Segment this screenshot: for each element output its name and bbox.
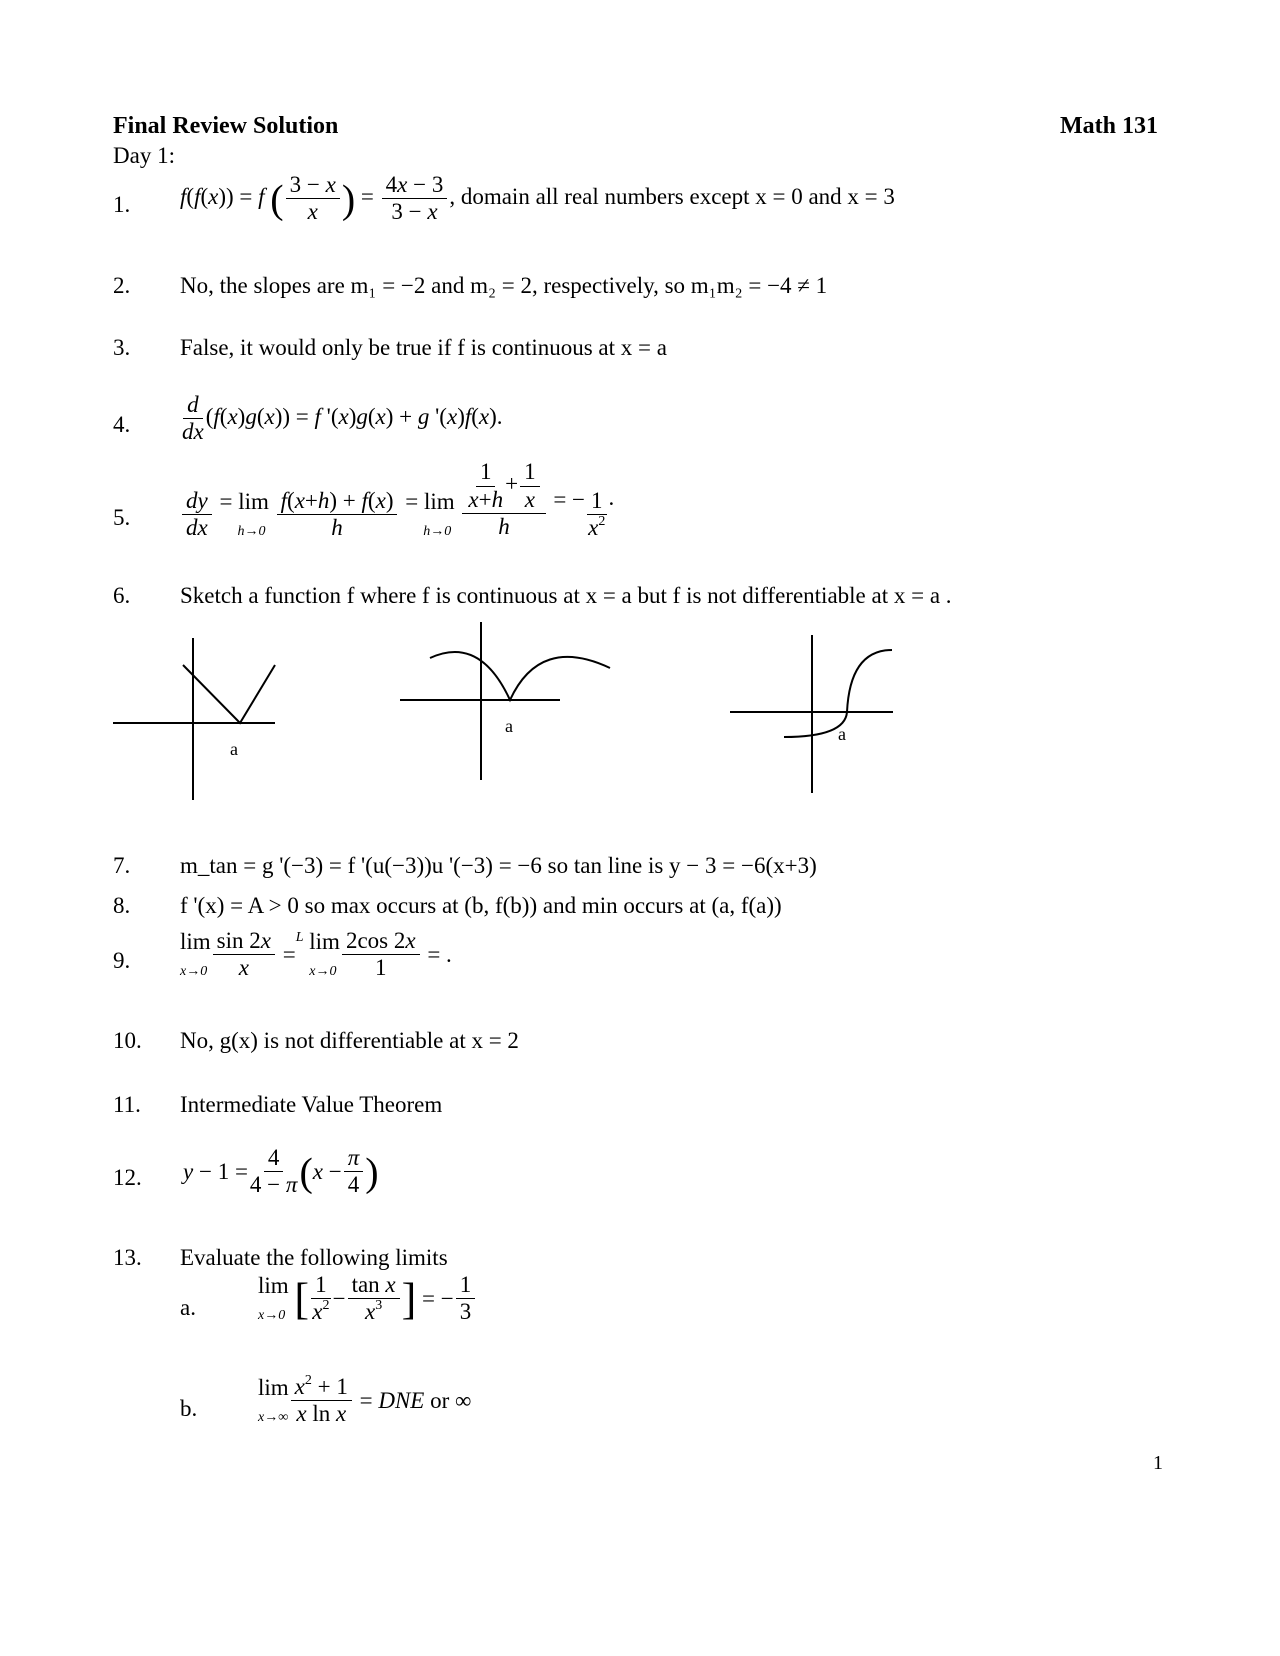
item-6-text: Sketch a function f where f is continuous at x = a but f is not differentiable at x = a . (180, 583, 952, 608)
item-5-number: 5. (113, 505, 131, 530)
item-10-text: No, g(x) is not differentiable at x = 2 (180, 1028, 519, 1053)
item-11-number: 11. (113, 1092, 141, 1117)
item-9-number: 9. (113, 948, 131, 973)
item-10-number: 10. (113, 1028, 142, 1053)
item-11-text: Intermediate Value Theorem (180, 1092, 443, 1117)
item-8-number: 8. (113, 893, 131, 918)
item-7-number: 7. (113, 853, 131, 878)
item-4-content: $\frac{d}{dx}$ (f(x)g(x)) = f '(x)g(x) + g '(x)f(x). (182, 392, 503, 445)
item-1-content: f(f(x)) = f ( $\frac{3 - x}{x}$ ) = $\frac{4x - 3}{3 - x}$ , domain all real numbers except x = 0 and x = 3 (180, 172, 895, 225)
item-13-number: 13. (113, 1245, 142, 1270)
item-3-text: False, it would only be true if f is continuous at x = a (180, 335, 667, 360)
graph-2-cusp (400, 622, 610, 780)
item-7-text: m_tan = g '(−3) = f '(u(−3))u '(−3) = −6 so tan line is y − 3 = −6(x+3) (180, 853, 817, 878)
item-12-content: y − 1 = $\frac{4}{4 - \pi}$ (x − $\frac{\pi}{4}$ ) (183, 1145, 379, 1198)
item-13a-content: lim x→0 [ $\frac{1}{x^2}$ − $\frac{\text{tan x}}{x^3}$ ] = − $\frac{1}{3}$ (258, 1272, 477, 1326)
item-13-text: Evaluate the following limits (180, 1245, 448, 1270)
item-8-text: f '(x) = A > 0 so max occurs at (b, f(b)) and min occurs at (a, f(a)) (180, 893, 782, 918)
item-1-number: 1. (113, 192, 131, 217)
item-2-text: No, the slopes are m₁ = −2 and m₂ = 2, respectively, so m₁m₂ = −4 ≠ 1 (180, 273, 828, 298)
item-4-number: 4. (113, 412, 131, 437)
day-label: Day 1: (113, 143, 175, 168)
item-13a-label: a. (180, 1295, 196, 1320)
graph-2-label: a (505, 716, 513, 736)
item-6-number: 6. (113, 583, 131, 608)
course-name: Math 131 (1060, 113, 1158, 139)
item-5-content: $\frac{dy}{dx}$ = lim h→0 $\frac{f(x+h) + f(x)}{h}$ = lim h→0 $\frac{1}{x+h}$ + $\frac{1}{x}$ h = − $\frac{1}{x^2}$ . (180, 458, 614, 542)
graph-1-corner (113, 638, 275, 800)
item-12-number: 12. (113, 1165, 142, 1190)
item-13b-label: b. (180, 1396, 198, 1421)
document-title: Final Review Solution (113, 113, 339, 139)
graph-3-vertical-tangent (730, 635, 893, 793)
item-13b-content: lim x→∞ $\frac{x^2 + 1}{\text{x ln x}}$ = DNE or ∞ (258, 1373, 472, 1427)
graph-1-label: a (230, 739, 238, 759)
item-2-number: 2. (113, 273, 131, 298)
item-9-content: lim x→0 $\frac{\sin 2x}{x}$ =$^L$ lim x→0 $\frac{2\cos 2x}{1}$ = . (180, 928, 452, 981)
graph-3-label: a (838, 724, 846, 744)
sketch-graphs (0, 610, 1280, 810)
item-1-text: , domain all real numbers except x = 0 and x = 3 (449, 184, 895, 210)
page-number: 1 (1153, 1452, 1163, 1474)
item-3-number: 3. (113, 335, 131, 360)
